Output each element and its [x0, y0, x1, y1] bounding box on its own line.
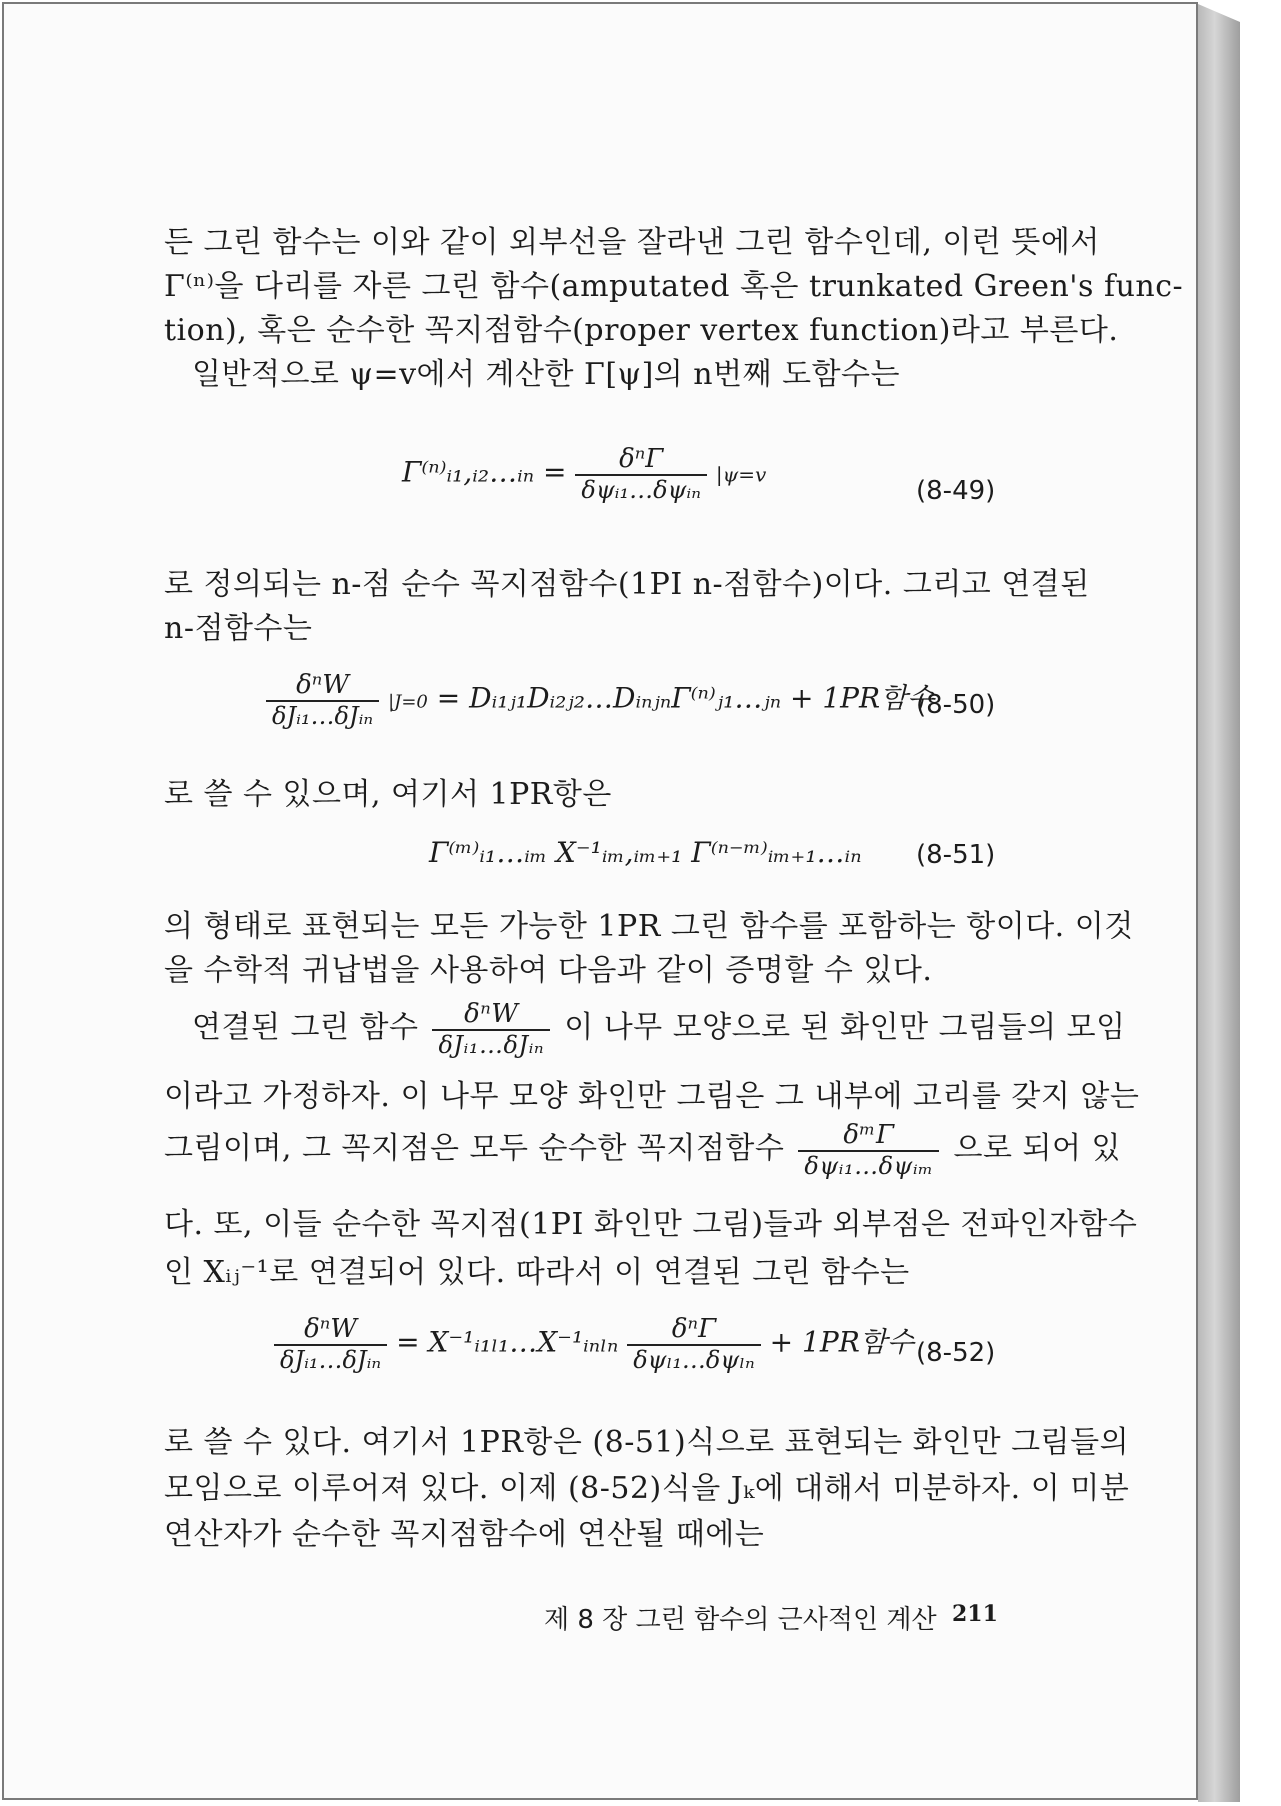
text-line: Γ⁽ⁿ⁾을 다리를 자른 그린 함수(amputated 혹은 trunkated Green's func- [164, 269, 1184, 304]
equation-8-50 [266, 670, 934, 730]
text-line: 든 그린 함수는 이와 같이 외부선을 잘라낸 그린 함수인데, 이런 뜻에서 [164, 225, 1100, 260]
eq50-eval: |J=0 [388, 691, 428, 713]
text-segment: 이 나무 모양으로 된 화인만 그림들의 모임 [564, 1010, 1126, 1045]
text-line: 모임으로 이루어져 있다. 이제 (8-52)식을 Jₖ에 대해서 미분하자. 이 미분 [164, 1471, 1130, 1506]
eq52-mid: = X⁻¹ᵢ₁ₗ₁…X⁻¹ᵢₙₗₙ [396, 1325, 619, 1359]
text-line [164, 1120, 1121, 1180]
text-segment: 연결된 그린 함수 [192, 1010, 419, 1045]
text-line: 을 수학적 귀납법을 사용하여 다음과 같이 증명할 수 있다. [164, 953, 933, 988]
eq52-den: δJᵢ₁…δJᵢₙ [280, 1346, 382, 1374]
text-line: 로 쓸 수 있다. 여기서 1PR항은 (8-51)식으로 표현되는 화인만 그림들의 [164, 1425, 1130, 1460]
text-line: 일반적으로 ψ=v에서 계산한 Γ[ψ]의 n번째 도함수는 [192, 357, 901, 392]
text-segment: 그림이며, 그 꼭지점은 모두 순수한 꼭지점함수 [164, 1131, 785, 1166]
equation-number: (8-51) [916, 840, 996, 870]
eq50-rhs: = Dᵢ₁ⱼ₁Dᵢ₂ⱼ₂…DᵢₙⱼₙΓ⁽ⁿ⁾ⱼ₁…ⱼₙ + 1PR함수 [436, 681, 935, 715]
equation-number: (8-52) [916, 1338, 996, 1368]
page-number: 211 [952, 1601, 998, 1627]
eq49-num: δⁿΓ [575, 444, 707, 476]
eq50-den: δJᵢ₁…δJᵢₙ [272, 702, 374, 730]
inline-fraction [798, 1120, 939, 1180]
text-line: 로 쓸 수 있으며, 여기서 1PR항은 [164, 777, 612, 812]
equation-8-51: Γ⁽ᵐ⁾ᵢ₁…ᵢₘ X⁻¹ᵢₘ,ᵢₘ₊₁ Γ⁽ⁿ⁻ᵐ⁾ᵢₘ₊₁…ᵢₙ [429, 836, 862, 869]
text-line: tion), 혹은 순수한 꼭지점함수(proper vertex function)라고 부른다. [164, 313, 1119, 348]
text-line: 이라고 가정하자. 이 나무 모양 화인만 그림은 그 내부에 고리를 갖지 않는 [164, 1079, 1140, 1114]
eq52-num2: δⁿΓ [627, 1314, 761, 1346]
book-page [2, 2, 1198, 1800]
text-segment: 으로 되어 있 [953, 1131, 1121, 1166]
page-edge [1198, 4, 1240, 1802]
eq50-fraction [266, 670, 379, 730]
text-line: 로 정의되는 n-점 순수 꼭지점함수(1PI n-점함수)이다. 그리고 연결된 [164, 567, 1090, 602]
text-line: 다. 또, 이들 순수한 꼭지점(1PI 화인만 그림)들과 외부점은 전파인자함수 [164, 1207, 1138, 1242]
inline1-den: δJᵢ₁…δJᵢₙ [438, 1031, 545, 1059]
eq52-fraction-right [627, 1314, 761, 1374]
equation-number: (8-49) [916, 476, 996, 506]
eq52-rhs: + 1PR함수 [769, 1325, 914, 1359]
text-line: 인 Xᵢⱼ⁻¹로 연결되어 있다. 따라서 이 연결된 그린 함수는 [164, 1255, 910, 1290]
text-line: 의 형태로 표현되는 모든 가능한 1PR 그린 함수를 포함하는 항이다. 이것 [164, 909, 1134, 944]
inline-fraction [432, 999, 550, 1059]
inline2-num: δᵐΓ [798, 1120, 939, 1152]
eq49-den: δψᵢ₁…δψᵢₙ [581, 476, 701, 504]
text-line [192, 999, 1126, 1059]
eq49-eval: |ψ=v [715, 462, 767, 487]
inline1-num: δⁿW [432, 999, 550, 1031]
equation-8-52 [274, 1314, 914, 1374]
eq50-num: δⁿW [266, 670, 379, 702]
equation-number: (8-50) [916, 690, 996, 720]
eq52-fraction-left [274, 1314, 387, 1374]
equation-8-49 [402, 444, 766, 504]
eq52-den2: δψₗ₁…δψₗₙ [633, 1346, 755, 1374]
chapter-footer: 제 8 장 그린 함수의 근사적인 계산 [544, 1605, 937, 1635]
eq49-fraction [575, 444, 707, 504]
text-line: 연산자가 순수한 꼭지점함수에 연산될 때에는 [164, 1517, 765, 1552]
text-line: n-점함수는 [164, 611, 313, 646]
eq52-num: δⁿW [274, 1314, 387, 1346]
page-margin [1240, 0, 1281, 1806]
eq49-lhs: Γ⁽ⁿ⁾ᵢ₁,ᵢ₂…ᵢₙ = [402, 455, 567, 489]
inline2-den: δψᵢ₁…δψᵢₘ [804, 1152, 934, 1180]
